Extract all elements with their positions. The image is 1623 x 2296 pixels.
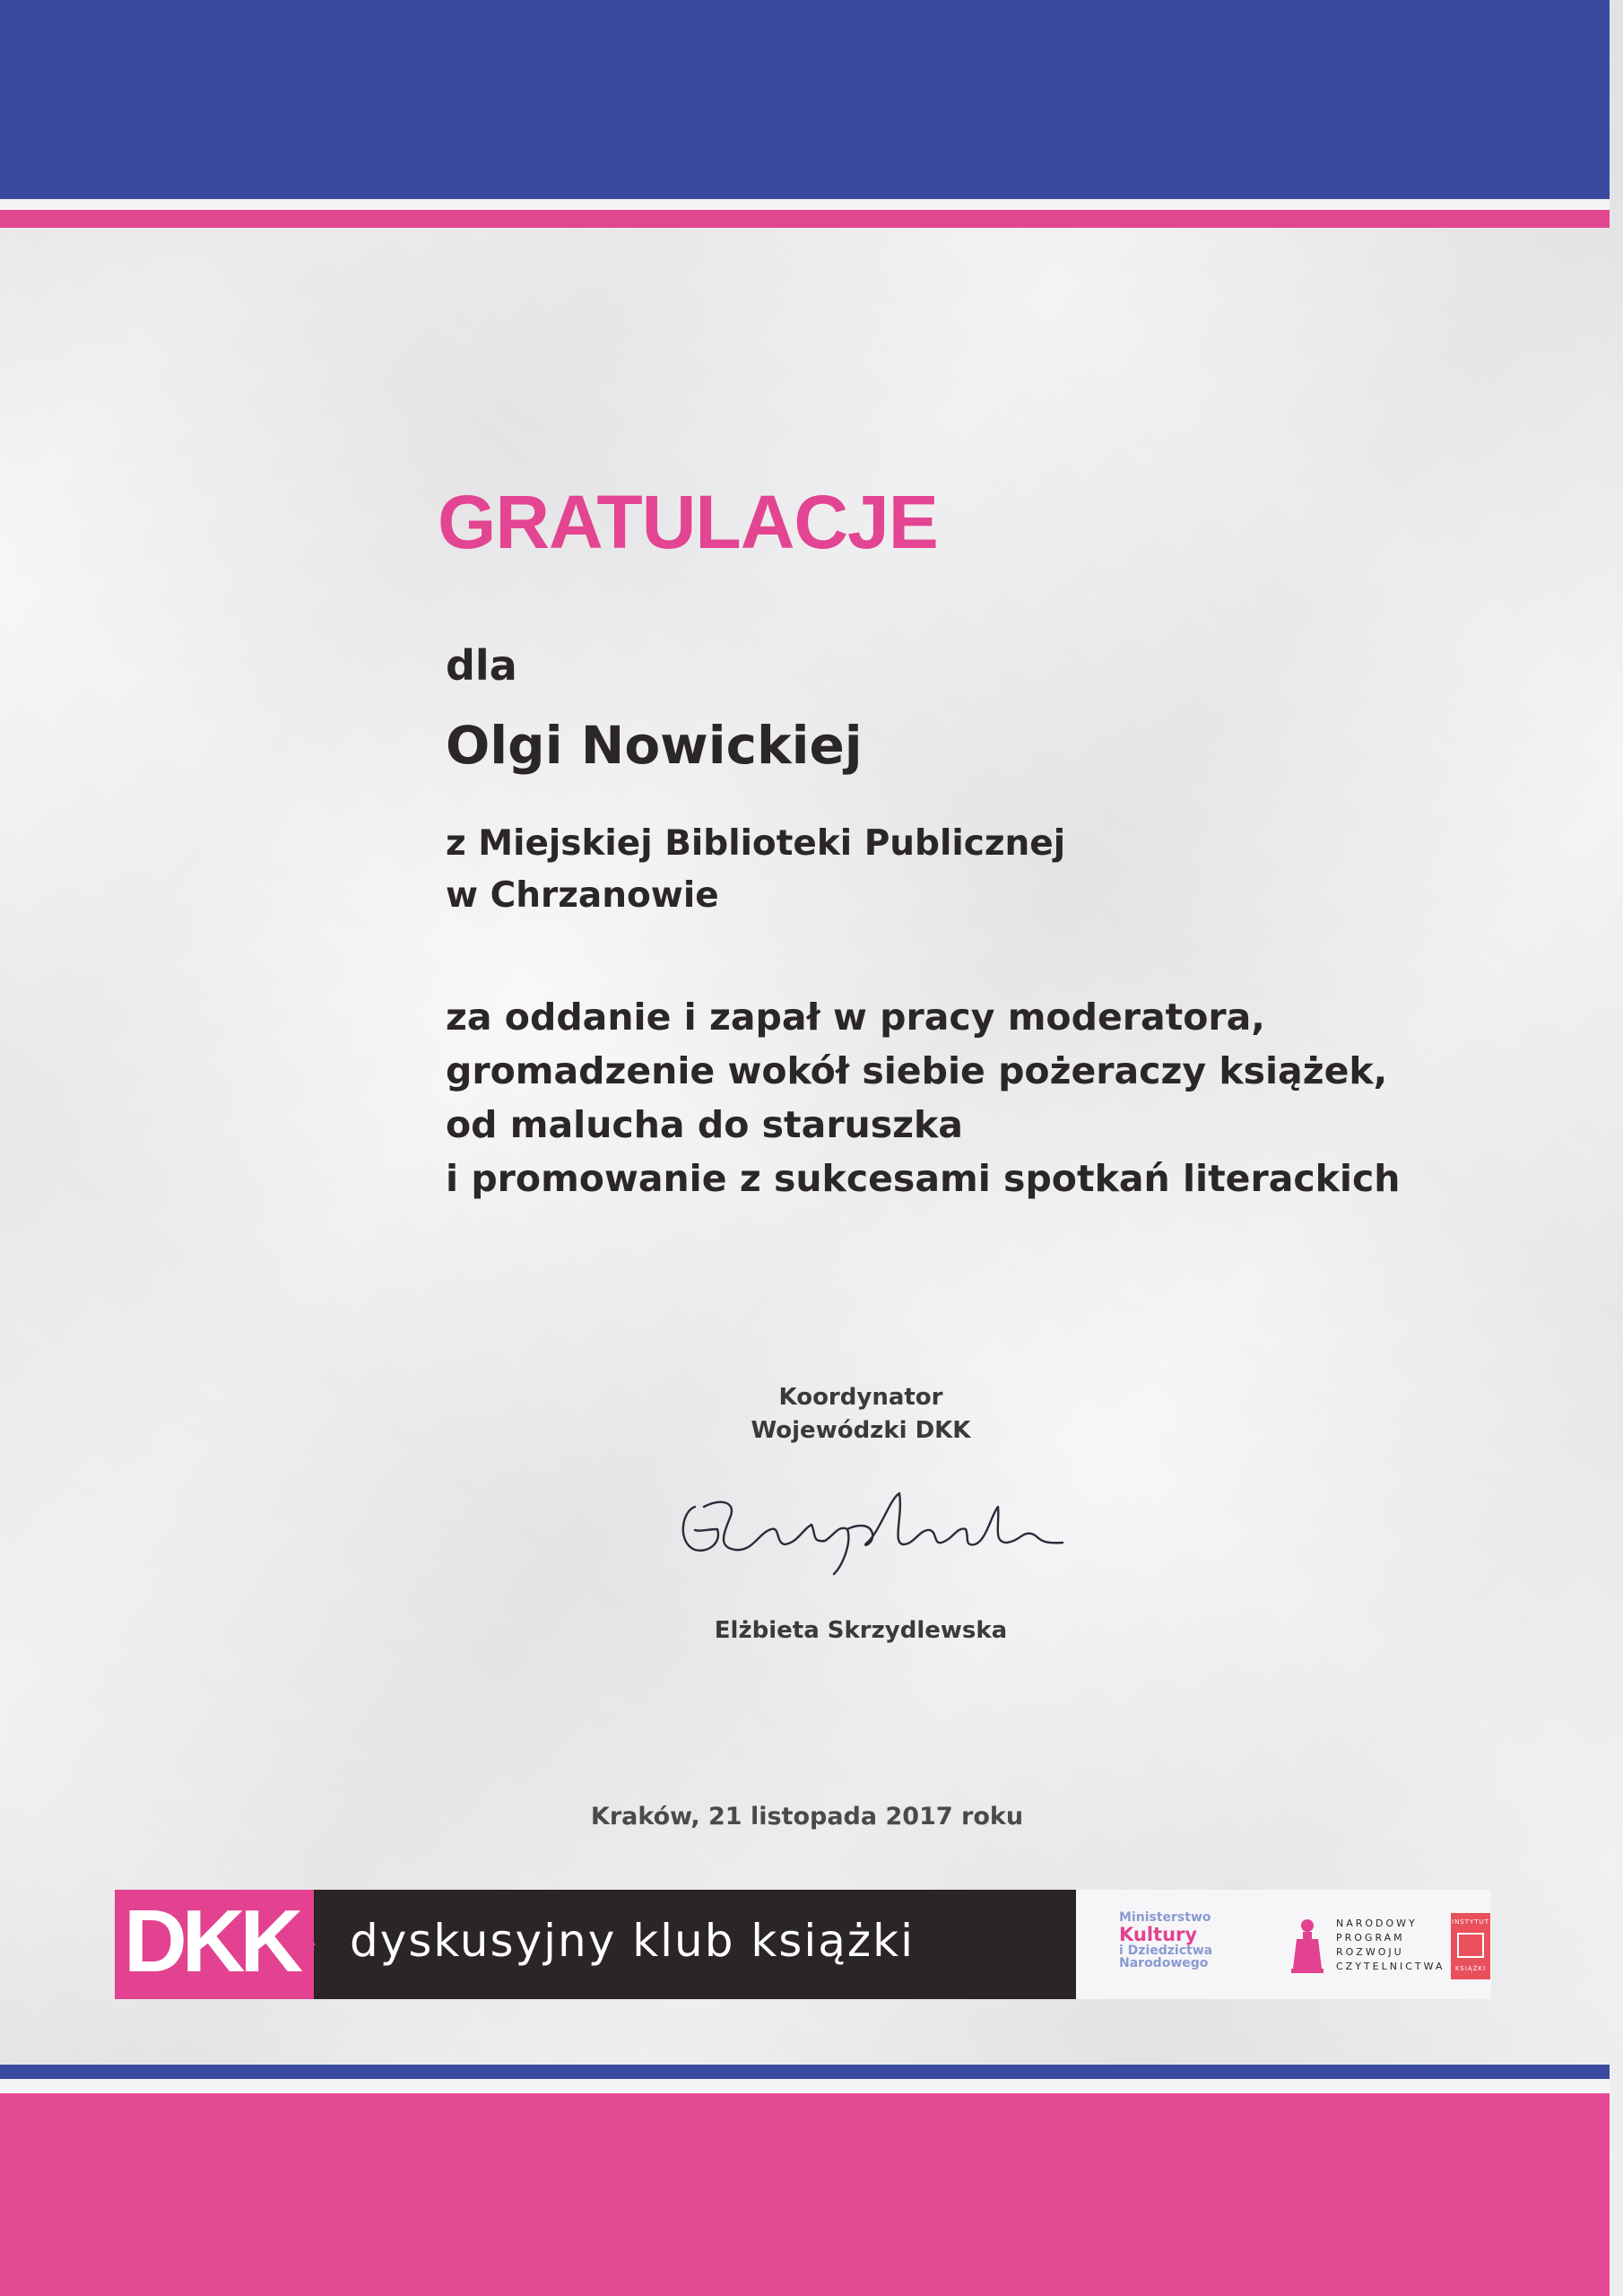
reason-line-1: za oddanie i zapał w pracy moderatora, xyxy=(446,996,1265,1039)
dla-label: dla xyxy=(446,641,517,690)
top-white-stripe xyxy=(0,199,1610,210)
nprc-line-2: PROGRAM xyxy=(1336,1931,1405,1944)
club-name: dyskusyjny klub książki xyxy=(350,1915,915,1967)
partner-logos xyxy=(1076,1890,1491,1999)
dkk-logo-text: DKK xyxy=(124,1892,299,1990)
top-pink-stripe xyxy=(0,210,1610,228)
ministry-line-1: Ministerstwo xyxy=(1119,1910,1211,1925)
nprc-line-3: ROZWOJU xyxy=(1336,1945,1404,1958)
handwritten-signature xyxy=(668,1480,1072,1578)
library-line-1: z Miejskiej Biblioteki Publicznej xyxy=(446,823,1066,864)
ministry-line-4: Narodowego xyxy=(1119,1956,1209,1971)
coordinator-title-line-1: Koordynator xyxy=(778,1384,943,1411)
nprc-figure-icon xyxy=(1291,1917,1324,1974)
ik-top-text: INSTYTUT xyxy=(1452,1918,1489,1926)
ministry-logo xyxy=(1119,1911,1212,1970)
bottom-pink-band xyxy=(0,2093,1610,2296)
footer-logo-bar xyxy=(115,1890,1491,1999)
certificate-title: GRATULACJE xyxy=(438,480,938,564)
ik-book-icon xyxy=(1457,1933,1484,1958)
reason-line-2: gromadzenie wokół siebie pożeraczy książek, xyxy=(446,1049,1388,1092)
dkk-arrow-icon xyxy=(299,1931,316,1958)
top-blue-band xyxy=(0,0,1610,199)
signer-name: Elżbieta Skrzydlewska xyxy=(714,1617,1008,1644)
place-and-date: Kraków, 21 listopada 2017 roku xyxy=(590,1803,1024,1831)
bottom-white-stripe xyxy=(0,2079,1610,2093)
instytut-ksiazki-logo xyxy=(1451,1913,1490,1979)
ik-bottom-text: KSIĄŻKI xyxy=(1454,1965,1487,1972)
dkk-logo-box xyxy=(115,1890,314,1999)
coordinator-title-line-2: Wojewódzki DKK xyxy=(751,1417,971,1444)
nprc-line-1: NARODOWY xyxy=(1336,1918,1418,1929)
library-line-2: w Chrzanowie xyxy=(446,875,719,916)
bottom-blue-stripe xyxy=(0,2065,1610,2079)
recipient-name: Olgi Nowickiej xyxy=(446,715,863,776)
nprc-logo-text xyxy=(1336,1917,1445,1974)
ministry-line-3: i Dziedzictwa xyxy=(1119,1943,1213,1958)
reason-line-3: od malucha do staruszka xyxy=(446,1103,963,1146)
reason-line-4: i promowanie z sukcesami spotkań literackich xyxy=(446,1157,1401,1200)
ministry-line-2: Kultury xyxy=(1119,1923,1198,1945)
nprc-line-4: CZYTELNICTWA xyxy=(1336,1960,1445,1972)
